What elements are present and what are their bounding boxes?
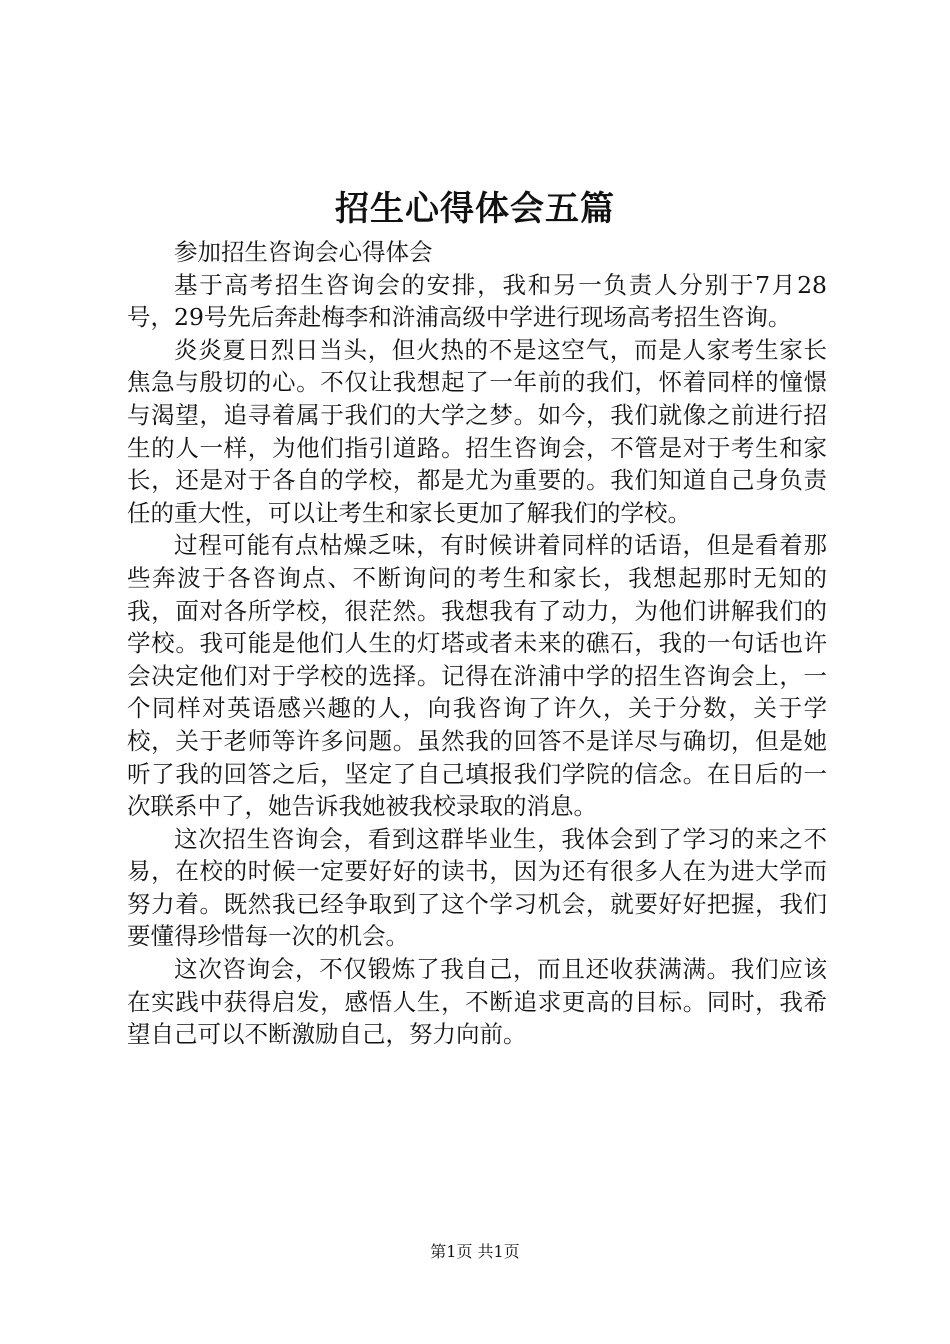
body-paragraph-4: 这次招生咨询会，看到这群毕业生，我体会到了学习的来之不易，在校的时候一定要好好的读书，因为还有很多人在为进大学而努力着。既然我已经争取到了这个学习机会，就要好好把握，我们要懂得珍惜每一次的机会。	[127, 824, 827, 951]
body-paragraph-5: 这次咨询会，不仅锻炼了我自己，而且还收获满满。我们应该在实践中获得启发，感悟人生，不断追求更高的目标。同时，我希望自己可以不断激励自己，努力向前。	[127, 955, 827, 1049]
document-title: 招生心得体会五篇	[335, 189, 615, 229]
body-paragraph-1: 基于高考招生咨询会的安排，我和另一负责人分别于7月28号，29号先后奔赴梅李和浒浦高级中学进行现场高考招生咨询。	[127, 270, 827, 332]
body-paragraph-2: 炎炎夏日烈日当头，但火热的不是这空气，而是人家考生家长焦急与殷切的心。不仅让我想起了一年前的我们，怀着同样的憧憬与渴望，追寻着属于我们的大学之梦。如今，我们就像之前进行招生的人一样，为他们指引道路。招生咨询会，不管是对于考生和家长，还是对于各自的学校，都是尤为重要的。我们知道自己身负责任的重大性，可以让考生和家长更加了解我们的学校。	[127, 335, 827, 527]
subtitle-paragraph: 参加招生咨询会心得体会	[174, 238, 433, 266]
page-footer: 第1页 共1页	[430, 1242, 520, 1261]
body-paragraph-3: 过程可能有点枯燥乏味，有时候讲着同样的话语，但是看着那些奔波于各咨询点、不断询问的考生和家长，我想起那时无知的我，面对各所学校，很茫然。我想我有了动力，为他们讲解我们的学校。我可能是他们人生的灯塔或者未来的礁石，我的一句话也许会决定他们对于学校的选择。记得在浒浦中学的招生咨询会上，一个同样对英语感兴趣的人，向我咨询了许久，关于分数，关于学校，关于老师等许多问题。虽然我的回答不是详尽与确切，但是她听了我的回答之后，坚定了自己填报我们学院的信念。在日后的一次联系中了，她告诉我她被我校录取的消息。	[127, 531, 827, 821]
document-body	[127, 236, 827, 1051]
